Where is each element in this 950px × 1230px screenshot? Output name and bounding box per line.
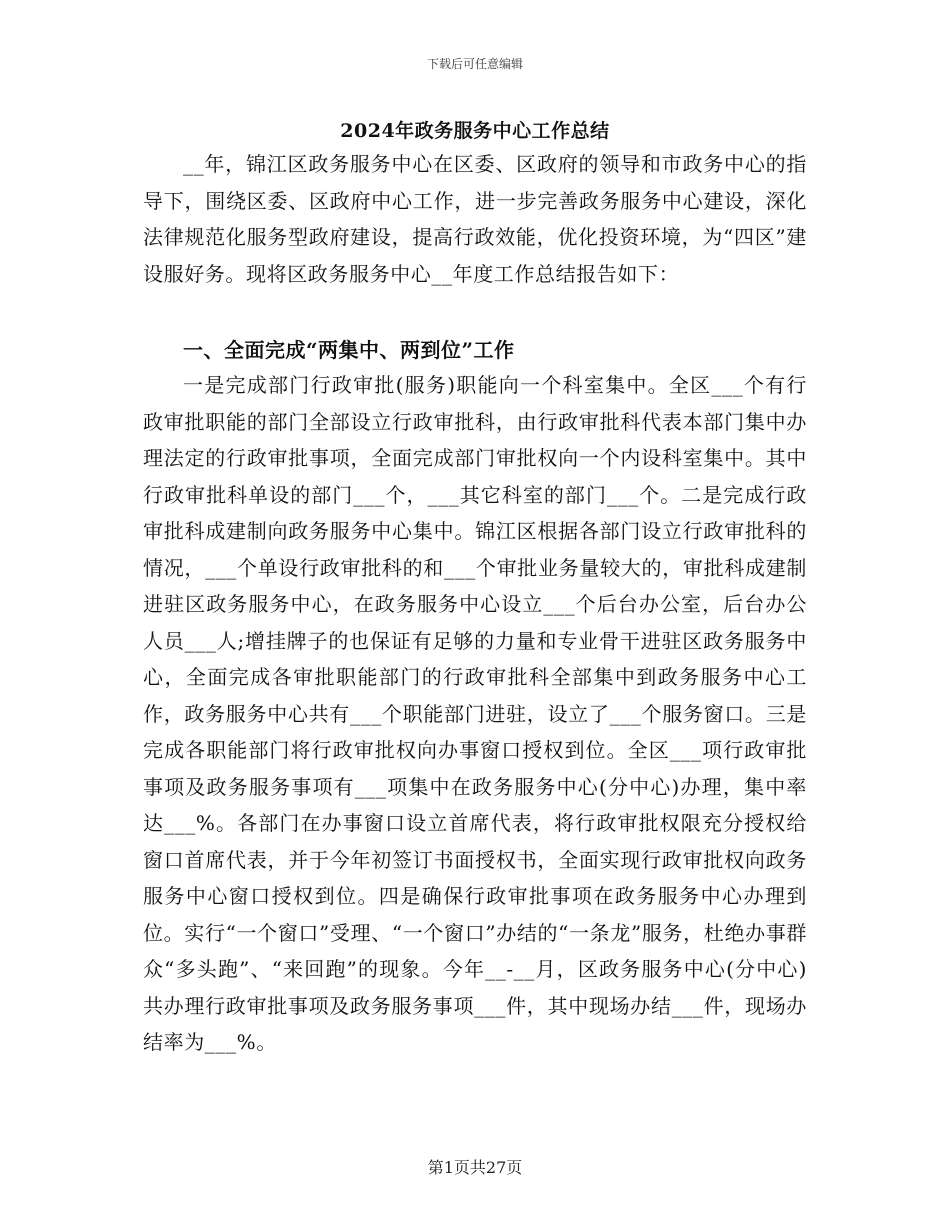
- section1-paragraph-block: [143, 367, 807, 1061]
- section1-paragraph: 一是完成部门行政审批(服务)职能向一个科室集中。全区___个有行政审批职能的部门全部设立行政审批科，由行政审批科代表本部门集中办理法定的行政审批事项，全面完成部门审批权向一个内设科室集中。其中行政审批科单设的部门___个，___其它科室的部门___个。二是完成行政审批科成建制向政务服务中心集中。锦江区根据各部门设立行政审批科的情况，___个单设行政审批科的和___个审批业务量较大的，审批科成建制进驻区政务服务中心，在政务服务中心设立___个后台办公室，后台办公人员___人;增挂牌子的也保证有足够的力量和专业骨干进驻区政务服务中心，全面完成各审批职能部门的行政审批科全部集中到政务服务中心工作，政务服务中心共有___个职能部门进驻，设立了___个服务窗口。三是完成各职能部门将行政审批权向办事窗口授权到位。全区___项行政审批事项及政务服务事项有___项集中在政务服务中心(分中心)办理，集中率达___%。各部门在办事窗口设立首席代表，将行政审批权限充分授权给窗口首席代表，并于今年初签订书面授权书，全面实现行政审批权向政务服务中心窗口授权到位。四是确保行政审批事项在政务服务中心办理到位。实行“一个窗口”受理、“一个窗口”办结的“一条龙”服务，杜绝办事群众“多头跑”、“来回跑”的现象。今年__-__月，区政务服务中心(分中心)共办理行政审批事项及政务服务事项___件，其中现场办结___件，现场办结率为___%。: [143, 373, 807, 1054]
- intro-paragraph: __年，锦江区政务服务中心在区委、区政府的领导和市政务中心的指导下，围绕区委、区政府中心工作，进一步完善政务服务中心建设，深化法律规范化服务型政府建设，提高行政效能，优化投资环境，为“四区”建设服好务。现将区政务服务中心__年度工作总结报告如下：: [143, 152, 807, 286]
- header-note: 下载后可任意编辑: [426, 57, 523, 71]
- intro-paragraph-block: [143, 146, 807, 292]
- document-title: 2024年政务服务中心工作总结: [340, 120, 610, 142]
- page-number: 第1页共27页: [427, 1158, 523, 1177]
- section-heading-1: 一、全面完成“两集中、两到位”工作: [183, 338, 515, 362]
